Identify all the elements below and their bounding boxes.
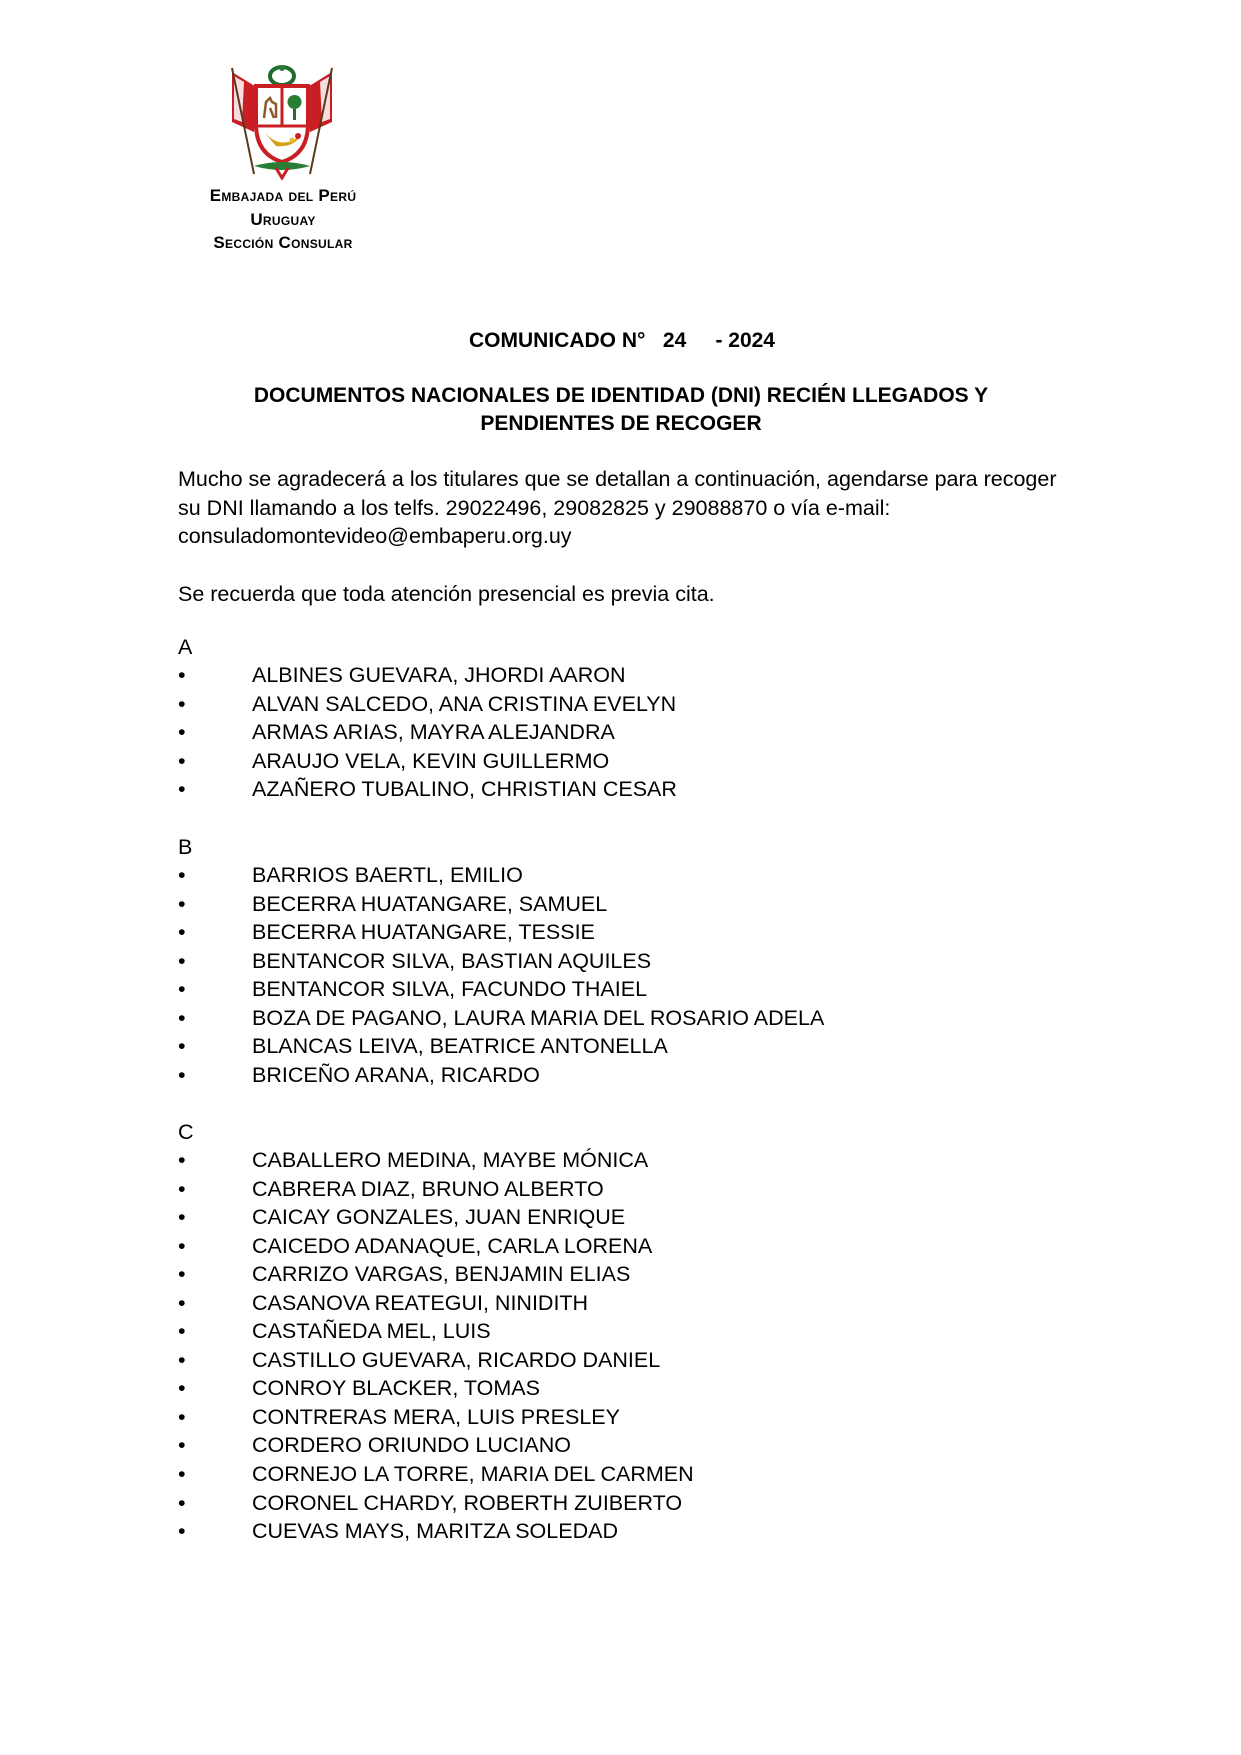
document-title-line2: PENDIENTES DE RECOGER xyxy=(480,412,762,435)
list-item: • BENTANCOR SILVA, FACUNDO THAIEL xyxy=(178,975,824,1004)
list-item: • ARAUJO VELA, KEVIN GUILLERMO xyxy=(178,747,677,776)
bullet-icon: • xyxy=(178,1034,186,1059)
bullet-icon: • xyxy=(178,948,186,973)
section-letter-b: B xyxy=(178,835,193,859)
bullet-icon: • xyxy=(178,691,186,716)
comunicado-number: COMUNICADO N° 24 - 2024 xyxy=(469,329,775,352)
section-letter-c: C xyxy=(178,1120,194,1144)
list-item: • CABRERA DIAZ, BRUNO ALBERTO xyxy=(178,1175,694,1204)
bullet-icon: • xyxy=(178,1148,186,1172)
names-list-a xyxy=(178,661,677,804)
bullet-icon: • xyxy=(178,1404,186,1429)
list-item: • CASTAÑEDA MEL, LUIS xyxy=(178,1317,694,1346)
bullet-icon: • xyxy=(178,1262,186,1287)
reminder-paragraph: Se recuerda que toda atención presencial es previa cita. xyxy=(178,582,715,606)
bullet-icon: • xyxy=(178,1005,186,1030)
bullet-icon: • xyxy=(178,1205,186,1230)
list-item: • ARMAS ARIAS, MAYRA ALEJANDRA xyxy=(178,718,677,747)
list-item: • BLANCAS LEIVA, BEATRICE ANTONELLA xyxy=(178,1032,824,1061)
list-item: • CORNEJO LA TORRE, MARIA DEL CARMEN xyxy=(178,1460,694,1489)
bullet-icon: • xyxy=(178,1176,186,1201)
bullet-icon: • xyxy=(178,1490,186,1515)
list-item: • BARRIOS BAERTL, EMILIO xyxy=(178,861,824,890)
embassy-section: Sección Consular xyxy=(213,233,353,252)
list-item: • CABALLERO MEDINA, MAYBE MÓNICA xyxy=(178,1146,694,1175)
list-item: • BECERRA HUATANGARE, SAMUEL xyxy=(178,890,824,919)
names-list-b xyxy=(178,861,824,1089)
document-title xyxy=(176,382,1066,438)
list-item: • CAICAY GONZALES, JUAN ENRIQUE xyxy=(178,1203,694,1232)
document-title-line1: DOCUMENTOS NACIONALES DE IDENTIDAD (DNI) RECIÉN LLEGADOS Y xyxy=(253,384,989,407)
list-item: • CORONEL CHARDY, ROBERTH ZUIBERTO xyxy=(178,1489,694,1518)
bullet-icon: • xyxy=(178,863,186,887)
list-item: • CASANOVA REATEGUI, NINIDITH xyxy=(178,1289,694,1318)
bullet-icon: • xyxy=(178,777,186,802)
bullet-icon: • xyxy=(178,1433,186,1458)
bullet-icon: • xyxy=(178,1290,186,1315)
peru-coat-of-arms-icon xyxy=(224,62,340,180)
list-item: • CUEVAS MAYS, MARITZA SOLEDAD xyxy=(178,1517,694,1546)
bullet-icon: • xyxy=(178,891,186,916)
bullet-icon: • xyxy=(178,663,186,687)
intro-paragraph: Mucho se agradecerá a los titulares que se detallan a continuación, agendarse para recoger su DNI llamando a los telfs. 29022496, 29082825 y 29088870 o vía e-mail: consuladomontevideo@embaperu.org.uy xyxy=(178,467,1057,548)
embassy-name: Embajada del Perú xyxy=(209,186,357,205)
bullet-icon: • xyxy=(178,977,186,1002)
list-item: • CONTRERAS MERA, LUIS PRESLEY xyxy=(178,1403,694,1432)
list-item: • ALBINES GUEVARA, JHORDI AARON xyxy=(178,661,677,690)
bullet-icon: • xyxy=(178,1062,186,1087)
section-letter-a: A xyxy=(178,635,193,659)
list-item: • BOZA DE PAGANO, LAURA MARIA DEL ROSARIO ADELA xyxy=(178,1004,824,1033)
bullet-icon: • xyxy=(178,1462,186,1487)
bullet-icon: • xyxy=(178,720,186,745)
names-list-c xyxy=(178,1146,694,1546)
list-item: • BECERRA HUATANGARE, TESSIE xyxy=(178,918,824,947)
bullet-icon: • xyxy=(178,1319,186,1344)
embassy-country: Uruguay xyxy=(250,209,316,229)
bullet-icon: • xyxy=(178,920,186,945)
list-item: • CAICEDO ADANAQUE, CARLA LORENA xyxy=(178,1232,694,1261)
bullet-icon: • xyxy=(178,1376,186,1401)
list-item: • CARRIZO VARGAS, BENJAMIN ELIAS xyxy=(178,1260,694,1289)
list-item: • CONROY BLACKER, TOMAS xyxy=(178,1374,694,1403)
bullet-icon: • xyxy=(178,1233,186,1258)
list-item: • CASTILLO GUEVARA, RICARDO DANIEL xyxy=(178,1346,694,1375)
bullet-icon: • xyxy=(178,1519,186,1544)
list-item: • ALVAN SALCEDO, ANA CRISTINA EVELYN xyxy=(178,690,677,719)
bullet-icon: • xyxy=(178,1347,186,1372)
list-item: • CORDERO ORIUNDO LUCIANO xyxy=(178,1431,694,1460)
bullet-icon: • xyxy=(178,748,186,773)
embassy-header xyxy=(172,184,394,255)
list-item: • BENTANCOR SILVA, BASTIAN AQUILES xyxy=(178,947,824,976)
list-item: • BRICEÑO ARANA, RICARDO xyxy=(178,1061,824,1090)
list-item: • AZAÑERO TUBALINO, CHRISTIAN CESAR xyxy=(178,775,677,804)
